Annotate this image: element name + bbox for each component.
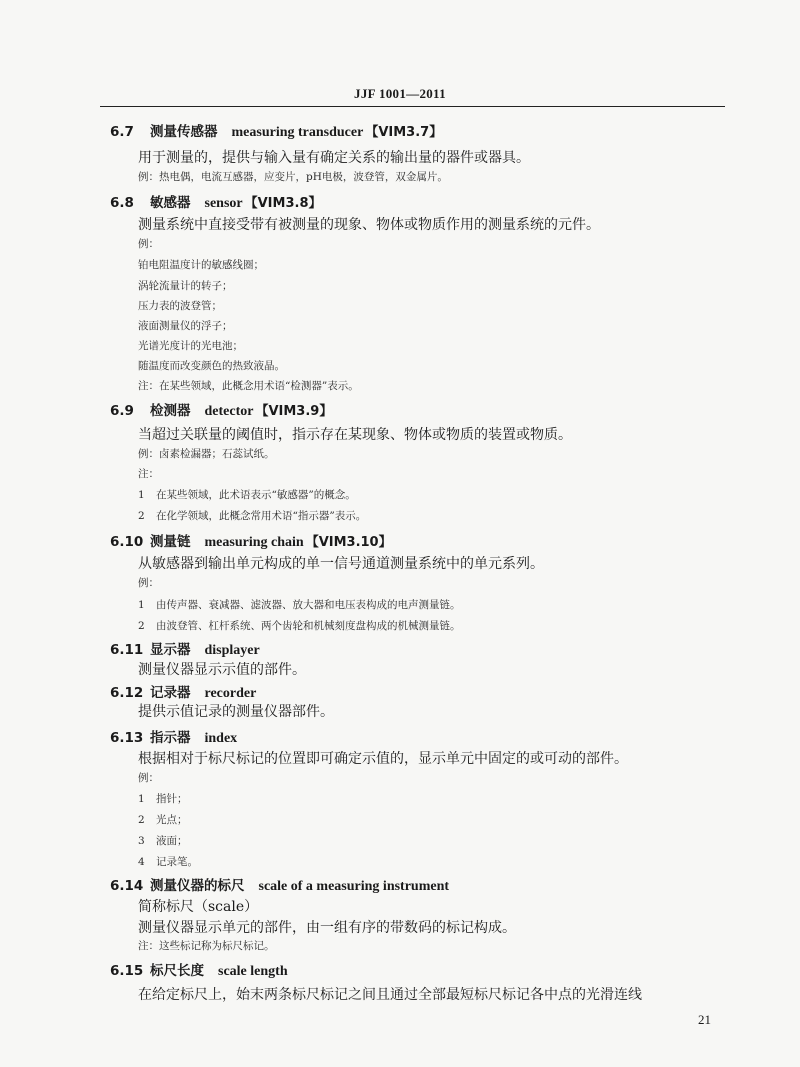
note-text bbox=[138, 298, 222, 313]
term-number: 6.11 bbox=[110, 642, 144, 658]
definition-text bbox=[138, 424, 572, 444]
header-rule bbox=[100, 106, 725, 107]
term-number: 6.13 bbox=[110, 730, 144, 746]
note-text bbox=[138, 575, 159, 590]
term-heading bbox=[110, 681, 256, 702]
line-text: 例： bbox=[138, 238, 159, 250]
line-text: 当超过关联量的阈值时，指示存在某现象、物体或物质的装置或物质。 bbox=[138, 427, 572, 443]
term-chinese: 测量传感器 bbox=[150, 124, 218, 140]
note-text bbox=[138, 618, 461, 633]
item-number: 2 bbox=[138, 510, 145, 522]
term-english: displayer bbox=[204, 643, 260, 658]
term-chinese: 测量链 bbox=[150, 534, 191, 550]
term-vim-reference: 【VIM3.10】 bbox=[305, 535, 392, 550]
definition-text bbox=[138, 701, 334, 721]
note-text bbox=[138, 169, 448, 184]
term-english: measuring chain bbox=[204, 535, 304, 550]
note-text bbox=[138, 938, 275, 953]
note-text bbox=[138, 812, 188, 827]
note-text bbox=[138, 833, 188, 848]
note-text bbox=[138, 791, 188, 806]
line-text: 随温度而改变颜色的热致液晶。 bbox=[138, 360, 285, 372]
term-heading bbox=[110, 191, 322, 212]
line-text: 光点； bbox=[156, 814, 188, 826]
line-text: 在某些领域，此术语表示“敏感器”的概念。 bbox=[156, 489, 356, 501]
term-number: 6.8 bbox=[110, 195, 134, 211]
line-text: 根据相对于标尺标记的位置即可确定示值的，显示单元中固定的或可动的部件。 bbox=[138, 751, 628, 767]
line-text: 由波登管、杠杆系统、两个齿轮和机械刻度盘构成的机械测量链。 bbox=[156, 620, 461, 632]
note-text bbox=[138, 508, 366, 523]
line-text: 压力表的波登管； bbox=[138, 300, 222, 312]
term-chinese: 指示器 bbox=[150, 730, 191, 746]
term-heading bbox=[110, 874, 449, 895]
term-english: measuring transducer bbox=[231, 125, 364, 140]
term-number: 6.12 bbox=[110, 685, 144, 701]
term-english: sensor bbox=[204, 196, 243, 211]
term-chinese: 显示器 bbox=[150, 642, 191, 658]
line-text: 测量系统中直接受带有被测量的现象、物体或物质作用的测量系统的元件。 bbox=[138, 217, 600, 233]
line-text: 简称标尺（scale） bbox=[138, 899, 259, 915]
term-english: scale of a measuring instrument bbox=[258, 879, 450, 894]
definition-text bbox=[138, 214, 600, 234]
definition-text bbox=[138, 659, 306, 679]
item-number: 1 bbox=[138, 489, 145, 501]
item-number: 3 bbox=[138, 835, 145, 847]
item-number: 2 bbox=[138, 814, 145, 826]
item-number: 1 bbox=[138, 793, 145, 805]
line-text: 铂电阻温度计的敏感线圈； bbox=[138, 259, 264, 271]
line-text: 注：这些标记称为标尺标记。 bbox=[138, 940, 275, 952]
term-number: 6.9 bbox=[110, 403, 134, 419]
line-text: 提供示值记录的测量仪器部件。 bbox=[138, 704, 334, 720]
term-vim-reference: 【VIM3.7】 bbox=[365, 125, 443, 140]
note-text bbox=[138, 257, 264, 272]
note-text bbox=[138, 770, 159, 785]
term-number: 6.15 bbox=[110, 963, 144, 979]
note-text bbox=[138, 446, 275, 461]
term-heading bbox=[110, 399, 332, 420]
note-text bbox=[138, 338, 243, 353]
term-number: 6.7 bbox=[110, 124, 134, 140]
note-text bbox=[138, 466, 159, 481]
item-number: 2 bbox=[138, 620, 145, 632]
line-text: 例： bbox=[138, 772, 159, 784]
term-heading bbox=[110, 120, 442, 141]
line-text: 例：卤素检漏器；石蕊试纸。 bbox=[138, 448, 275, 460]
note-text bbox=[138, 487, 356, 502]
line-text: 涡轮流量计的转子； bbox=[138, 280, 233, 292]
definition-text bbox=[138, 917, 516, 937]
line-text: 液面； bbox=[156, 835, 188, 847]
term-vim-reference: 【VIM3.8】 bbox=[244, 196, 322, 211]
line-text: 注： bbox=[138, 468, 159, 480]
page-number: 21 bbox=[698, 1012, 711, 1027]
note-text bbox=[138, 278, 233, 293]
line-text: 记录笔。 bbox=[156, 856, 198, 868]
item-number: 1 bbox=[138, 599, 145, 611]
line-text: 用于测量的，提供与输入量有确定关系的输出量的器件或器具。 bbox=[138, 150, 530, 166]
term-chinese: 标尺长度 bbox=[150, 963, 204, 979]
definition-text bbox=[138, 147, 530, 167]
term-heading bbox=[110, 959, 288, 980]
term-english: recorder bbox=[204, 686, 257, 701]
term-english: scale length bbox=[218, 964, 288, 979]
term-english: index bbox=[204, 731, 238, 746]
term-chinese: 检测器 bbox=[150, 403, 191, 419]
line-text: 从敏感器到输出单元构成的单一信号通道测量系统中的单元系列。 bbox=[138, 556, 544, 572]
note-text bbox=[138, 597, 461, 612]
term-heading bbox=[110, 638, 260, 659]
definition-text bbox=[138, 553, 544, 573]
line-text: 光谱光度计的光电池； bbox=[138, 340, 243, 352]
term-heading bbox=[110, 726, 237, 747]
note-text bbox=[138, 358, 285, 373]
note-text bbox=[138, 378, 359, 393]
line-text: 测量仪器显示单元的部件，由一组有序的带数码的标记构成。 bbox=[138, 920, 516, 936]
line-text: 在化学领域，此概念常用术语“指示器”表示。 bbox=[156, 510, 367, 522]
definition-text bbox=[138, 896, 258, 916]
note-text bbox=[138, 318, 233, 333]
line-text: 例：热电偶，电流互感器，应变片，pH电极，波登管，双金属片。 bbox=[138, 171, 448, 183]
line-text: 注：在某些领域，此概念用术语“检测器”表示。 bbox=[138, 380, 359, 392]
line-text: 测量仪器显示示值的部件。 bbox=[138, 662, 306, 678]
definition-text bbox=[138, 984, 642, 1004]
note-text bbox=[138, 854, 198, 869]
line-text: 由传声器、衰减器、滤波器、放大器和电压表构成的电声测量链。 bbox=[156, 599, 461, 611]
line-text: 在给定标尺上，始末两条标尺标记之间且通过全部最短标尺标记各中点的光滑连线 bbox=[138, 987, 642, 1003]
term-chinese: 测量仪器的标尺 bbox=[150, 878, 245, 894]
term-heading bbox=[110, 530, 392, 551]
term-english: detector bbox=[204, 404, 254, 419]
term-vim-reference: 【VIM3.9】 bbox=[255, 404, 333, 419]
line-text: 指针； bbox=[156, 793, 188, 805]
page-header: JJF 1001—2011 bbox=[354, 86, 446, 101]
note-text bbox=[138, 236, 159, 251]
term-chinese: 敏感器 bbox=[150, 195, 191, 211]
item-number: 4 bbox=[138, 856, 145, 868]
definition-text bbox=[138, 748, 628, 768]
term-number: 6.10 bbox=[110, 534, 144, 550]
term-chinese: 记录器 bbox=[150, 685, 191, 701]
line-text: 例： bbox=[138, 577, 159, 589]
term-number: 6.14 bbox=[110, 878, 144, 894]
line-text: 液面测量仪的浮子； bbox=[138, 320, 233, 332]
